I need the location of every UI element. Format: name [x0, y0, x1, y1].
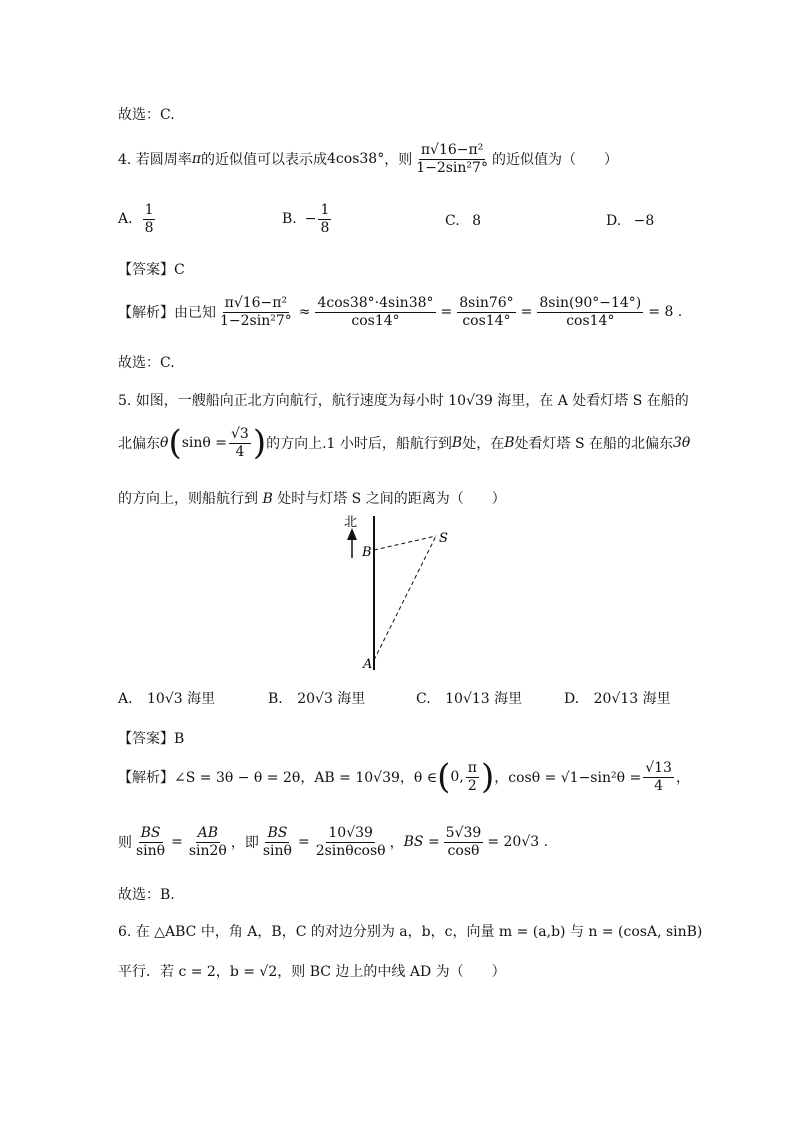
q4-sol-op-2: = — [440, 304, 453, 321]
q4-stem-prefix: 4. 若圆周率 — [118, 152, 192, 169]
q5-sol2-frac3 — [261, 826, 294, 858]
q5-line1-a: 5. 如图，一艘船向正北方向航行，航行速度为每小时 — [118, 393, 444, 409]
q4-sol-op-3: = — [520, 304, 533, 321]
q4-stem-suffix: 的近似值为（ ） — [491, 152, 618, 169]
q4-option-c-value: 8 — [472, 213, 482, 229]
q4-answer: 【答案】C — [118, 262, 185, 278]
q5-interval-left: 0, — [450, 769, 464, 785]
q4-option-b-label: B. — [282, 211, 297, 228]
q5-line3-b: 处时与灯塔 S 之间的距离为（ ） — [277, 491, 506, 507]
q5-sol2-frac2-den: sin2θ — [188, 842, 227, 859]
q4-option-d-label: D. — [606, 213, 622, 229]
q5-sol2-frac1-den: sinθ — [136, 842, 166, 859]
q5-sol2-frac4 — [314, 826, 388, 858]
q4-option-c-label: C. — [445, 213, 460, 229]
q5-interval-den: 2 — [467, 777, 477, 794]
q5-option-b-label: B. — [268, 691, 283, 707]
q5-solution-line2 — [118, 826, 548, 858]
q5-fig-label-B: B — [362, 545, 372, 560]
q5-sol2-frac4-den: 2sinθcosθ — [315, 842, 386, 859]
q5-line1-b: 海里，在 A 处看灯塔 S 在船的 — [497, 393, 689, 409]
q4-stem-expr: 4cos38° — [327, 151, 385, 168]
q5-sol2-frac5 — [444, 826, 484, 858]
q5-interval-right-paren: ) — [480, 757, 495, 797]
q4-sol-frac-3-num: 8sin76° — [459, 295, 514, 311]
q5-sol1-c: ， — [675, 770, 690, 786]
q5-sol2-frac3-num: BS — [267, 825, 288, 841]
q5-sol2-mid: ，即 — [230, 835, 259, 852]
q4-stem-frac-num: π√16−π² — [420, 142, 484, 158]
q4-sol-frac-3-den: cos14° — [462, 312, 511, 329]
q5-line3-a: 的方向上，则船航行到 — [118, 491, 258, 507]
q4-sol-frac-2-num: 4cos38°·4sin38° — [317, 295, 434, 311]
q4-option-a-num: 1 — [144, 202, 154, 218]
q5-sol2-frac5-num: 5√39 — [445, 825, 482, 841]
q5-answer: 【答案】B — [118, 731, 185, 747]
q4-solution — [118, 296, 682, 328]
q4-option-a-fraction — [143, 203, 156, 235]
q5-line2-c: 处，在 — [462, 436, 505, 452]
q4-sol-frac-4-den: cos14° — [566, 312, 615, 329]
q4-sol-frac-3 — [457, 296, 515, 328]
q5-line2 — [118, 423, 691, 463]
q5-interval-num: π — [467, 759, 477, 776]
q4-stem-fraction — [414, 143, 490, 175]
q5-option-b-value: 20√3 海里 — [297, 691, 366, 707]
q5-paren-lhs: sinθ = — [181, 435, 227, 451]
q4-sol-frac-4-num: 8sin(90°−14°) — [539, 295, 642, 311]
q4-sol-frac-2-den: cos14° — [351, 312, 400, 329]
q5-dashed-AS — [374, 536, 436, 660]
q6-line2: 平行．若 c = 2，b = √2，则 BC 边上的中线 AD 为（ ） — [118, 964, 506, 980]
q5-sol2-frac1-num: BS — [140, 825, 161, 841]
q5-fig-label-A: A — [363, 657, 373, 672]
q5-line2-b: 的方向上.1 小时后，船航行到 — [266, 436, 452, 452]
q4-solution-lead: 由已知 — [174, 305, 216, 322]
q4-solution-tag: 【解析】 — [118, 305, 174, 322]
q5-option-a — [118, 688, 215, 708]
q4-option-b-fraction — [318, 203, 331, 235]
q5-speed: 10√39 — [448, 393, 493, 409]
q4-option-b-num: 1 — [320, 202, 330, 218]
q5-solution-tag: 【解析】 — [118, 770, 174, 786]
q4-sol-frac-2 — [315, 296, 435, 328]
q4-sol-op-4: = 8 . — [648, 304, 683, 321]
q4-sol-op-1: ≈ — [298, 304, 311, 321]
q4-option-a — [118, 203, 157, 235]
q4-stem-pi: π — [191, 151, 202, 168]
q5-sol2-sep: ， — [389, 835, 404, 852]
q5-option-d-label: D. — [564, 691, 580, 707]
q5-option-a-label: A. — [118, 691, 133, 707]
q4-conclusion: 故选：C. — [118, 355, 175, 371]
q4-sol-frac-1-num: π√16−π² — [224, 295, 288, 311]
q5-interval-left-paren: ( — [437, 757, 451, 797]
q5-conclusion: 故选：B. — [118, 887, 175, 903]
q5-sol2-frac5-den: cosθ — [447, 842, 480, 859]
q4-stem-then: ，则 — [384, 152, 413, 169]
q4-sol-frac-4 — [537, 296, 643, 328]
q5-option-c-label: C. — [416, 691, 431, 707]
q5-sol2-frac2 — [187, 826, 229, 858]
q5-sol1-frac-num: √13 — [645, 759, 672, 776]
q3-conclusion: 故选：C. — [118, 107, 175, 123]
q5-line2-B2: B — [504, 435, 515, 451]
q5-sol2-eq2: = — [297, 834, 310, 851]
q5-paren-den: 4 — [235, 443, 245, 460]
q5-line3 — [118, 488, 506, 508]
q5-sol1-fraction — [643, 761, 674, 793]
q5-option-b — [268, 688, 365, 708]
q5-paren-fraction — [229, 427, 251, 459]
q5-sol1-b: ，cosθ = √1−sin²θ = — [494, 770, 642, 786]
q6-line1: 6. 在 △ABC 中，角 A，B，C 的对边分别为 a，b，c，向量 m = (a,b) 与 n = (cosA, sinB) — [118, 924, 703, 940]
q5-sol1-a: ∠S = 3θ − θ = 2θ，AB = 10√39，θ ∈ — [174, 770, 438, 786]
q5-line2-B: B — [451, 435, 463, 451]
q5-line3-B: B — [262, 491, 273, 507]
q5-sol2-eq: = — [171, 834, 183, 851]
q5-option-d — [564, 688, 671, 708]
q5-paren-left: ( — [168, 423, 182, 463]
q5-sol1-frac-den: 4 — [654, 777, 664, 794]
q4-option-b — [282, 203, 333, 235]
q4-sol-frac-1 — [218, 296, 294, 328]
q5-option-a-value: 10√3 海里 — [147, 691, 216, 707]
q4-sol-frac-1-den: 1−2sin²7° — [220, 312, 292, 329]
q4-option-d — [606, 213, 654, 229]
q5-sol2-lead: 则 — [118, 835, 132, 852]
q5-fig-label-S: S — [439, 531, 448, 546]
q4-option-c — [445, 213, 481, 229]
q5-sol2-end: = 20√3 . — [487, 834, 549, 851]
q4-option-a-den: 8 — [144, 219, 154, 236]
q5-sol2-frac4-num: 10√39 — [328, 825, 373, 841]
q5-line2-a: 北偏东 — [118, 436, 160, 452]
q5-fig-north: 北 — [344, 515, 358, 530]
q5-line2-theta: θ — [160, 435, 169, 451]
q5-sol2-frac3-den: sinθ — [262, 842, 292, 859]
q5-solution-line1 — [118, 757, 690, 797]
q4-option-d-value: −8 — [633, 213, 655, 229]
q5-line1 — [118, 390, 689, 410]
q5-sol2-frac1 — [134, 826, 167, 858]
q5-sol2-BS: BS = — [403, 834, 440, 851]
q5-interval-fraction — [466, 761, 479, 793]
q5-sol2-frac2-num: AB — [197, 825, 219, 841]
q5-option-c-value: 10√13 海里 — [445, 691, 523, 707]
q4-stem-mid: 的近似值可以表示成 — [201, 152, 328, 169]
q4-stem — [118, 143, 618, 175]
q4-stem-frac-den: 1−2sin²7° — [416, 159, 488, 176]
q5-paren-num: √3 — [231, 425, 249, 442]
q4-option-b-den: 8 — [320, 219, 330, 236]
q4-option-a-label: A. — [118, 211, 133, 228]
q4-option-b-sign: − — [304, 211, 317, 228]
q5-option-d-value: 20√13 海里 — [593, 691, 671, 707]
q5-figure — [330, 510, 470, 675]
q5-option-c — [416, 688, 522, 708]
q5-dashed-BS — [374, 536, 436, 550]
q5-line2-d: 处看灯塔 S 在船的北偏东 — [514, 436, 673, 452]
q5-line2-3theta: 3θ — [673, 435, 691, 451]
q5-paren-right: ) — [252, 423, 267, 463]
